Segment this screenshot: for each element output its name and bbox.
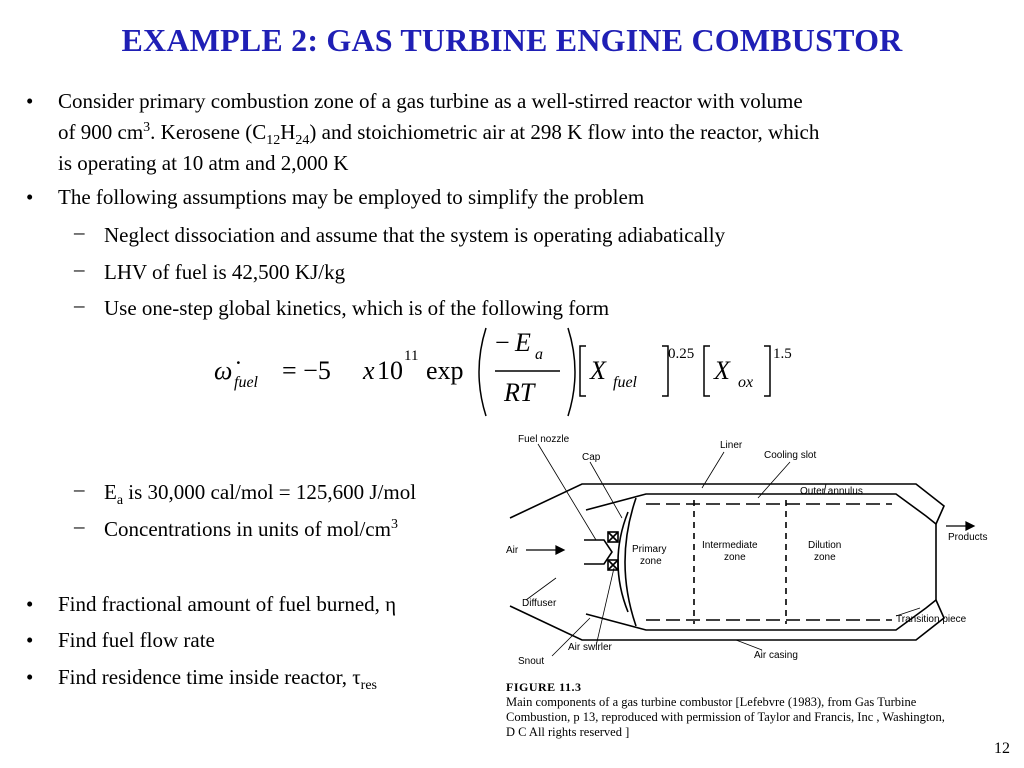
exponent-0-25: 0.25 [668,346,695,362]
omega-subscript: fuel [234,374,258,391]
activation-energy-subscript: a [535,346,543,363]
label-primary-2: zone [640,556,662,567]
sub-bullet-adiabatic: Neglect dissociation and assume that the system is operating adiabatically [104,223,726,247]
bullet-line: Consider primary combustion zone of a gas turbine as a well-stirred reactor with volume [58,89,803,113]
bullet-marker: • [26,89,34,113]
page-number: 12 [994,740,1010,757]
sub-bullet-concentration-units: Concentrations in units of mol/$cm^3$ [104,517,398,541]
exponent-11: 11 [404,348,419,364]
dash-marker: – [74,293,85,317]
label-snout: Snout [518,656,545,667]
omega-symbol: ω̇ [214,356,233,385]
dash-marker: – [74,257,85,281]
figure-caption-line: Main components of a gas turbine combustor [Lefebvre (1983), from Gas Turbine [506,695,917,709]
ten: 10 [377,356,403,385]
bullet-marker: • [26,665,34,689]
label-dilution-2: zone [814,552,836,563]
sub-bullet-activation-energy: $E_a$ is 30,000 cal/mol = 125,600 J/mol [104,480,417,509]
x-fuel: X [590,356,606,385]
label-diffuser: Diffuser [522,598,557,609]
rt-denominator: RT [504,378,535,407]
label-intermediate-1: Intermediate [702,540,758,551]
bullet-problem-statement [58,86,1003,179]
x-fuel-subscript: fuel [613,374,637,391]
figure-caption-head: FIGURE 11.3 [506,680,582,694]
label-cooling-slot: Cooling slot [764,450,817,461]
label-fuel-nozzle: Fuel nozzle [518,434,570,445]
x-ox: X [714,356,730,385]
figure-caption-line: Combustion, p 13, reproduced with permission of Taylor and Francis, Inc , Washington, [506,710,945,724]
sub-bullet-kinetics: Use one-step global kinetics, which is of the following form [104,296,610,320]
dash-marker: – [74,514,85,538]
bullet-marker: • [26,592,34,616]
label-air-swirler: Air swirler [568,642,612,653]
bullet-fraction-burned: Find fractional amount of fuel burned, η [58,592,397,616]
label-products: Products [948,532,988,543]
bullet-fuel-flow: Find fuel flow rate [58,628,215,652]
activation-energy: E [515,328,531,357]
dash-marker: – [74,220,85,244]
exponent-1-5: 1.5 [773,346,792,362]
label-air-casing: Air casing [754,650,798,661]
bullet-line: of 900 $cm^3$. Kerosene $(C_{12}H_{24})$ and stoichiometric air at 298 K flow into the reactor, which [58,120,820,149]
bullet-line: is operating at 10 atm and 2,000 K [58,151,349,175]
label-dilution-1: Dilution [808,540,842,551]
figure-caption [506,680,1006,740]
label-air: Air [506,545,519,556]
bullet-residence-time: Find residence time inside reactor, $\tau_{res}$ [58,665,377,694]
times-x: x [363,356,375,385]
slide-title: EXAMPLE 2: GAS TURBINE ENGINE COMBUSTOR [121,22,903,58]
diagram-labels [506,434,987,667]
label-transition-piece: Transition piece [896,614,967,625]
rate-equation [210,322,810,422]
label-primary-1: Primary [632,544,667,555]
label-cap: Cap [582,452,601,463]
bullet-marker: • [26,185,34,209]
minus-sign: − [495,328,510,357]
sub-bullet-lhv: LHV of fuel is 42,500 KJ/kg [104,260,346,284]
equals-coefficient: = −5 [282,356,331,385]
label-outer-annulus: Outer annulus [800,486,863,497]
label-intermediate-2: zone [724,552,746,563]
dash-marker: – [74,477,85,501]
x-ox-subscript: ox [738,374,754,391]
bullet-assumptions: The following assumptions may be employed to simplify the problem [58,185,645,209]
bullet-marker: • [26,628,34,652]
exp-function: exp [426,356,464,385]
label-liner: Liner [720,440,743,451]
figure-caption-line: D C All rights reserved ] [506,725,630,739]
